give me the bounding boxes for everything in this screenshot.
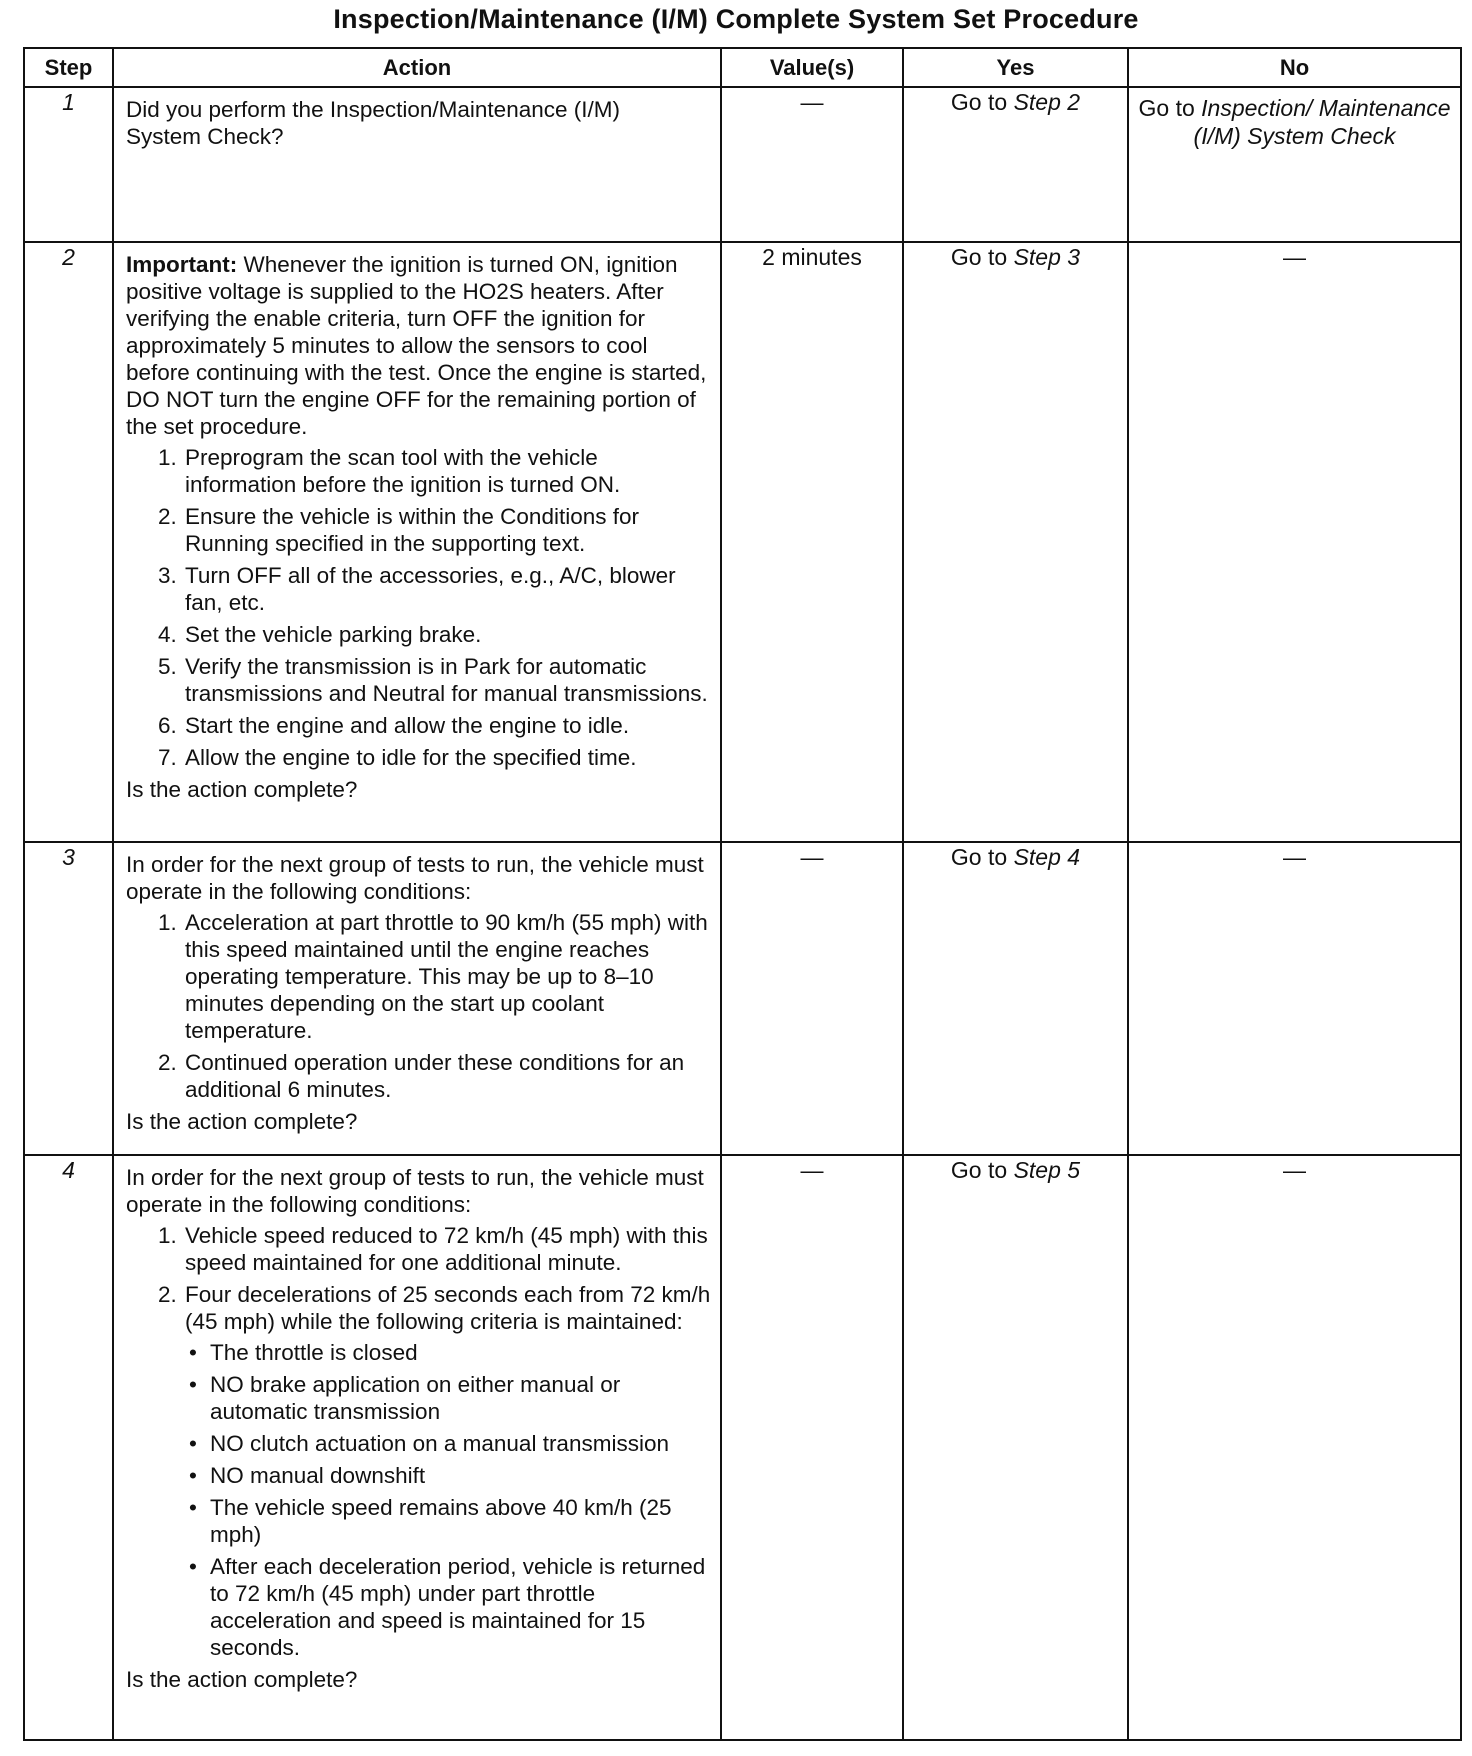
header-no: No	[1128, 48, 1461, 87]
table-row	[24, 1155, 1461, 1740]
step-list	[126, 909, 712, 1103]
go-to-label: Go to	[1138, 95, 1195, 121]
important-text: Whenever the ignition is turned ON, ignition positive voltage is supplied to the HO2S heaters. After verifying the enable criteria, turn OFF the ignition for approximately 5 minutes to allow the sensors to cool before continuing with the test. Once the engine is started, DO NOT turn the engine OFF for the remaining portion of the set procedure.	[126, 252, 707, 439]
page-title: Inspection/Maintenance (I/M) Complete System Set Procedure	[333, 4, 1139, 34]
value-cell: —	[721, 1155, 903, 1740]
yes-step-link[interactable]: Step 4	[1013, 844, 1081, 870]
action-cell	[113, 842, 721, 1155]
list-item: 2. Continued operation under these conditions for an additional 6 minutes.	[183, 1049, 712, 1103]
list-item: 2. Ensure the vehicle is within the Conditions for Running specified in the supporting text.	[183, 503, 712, 557]
value-cell: —	[721, 842, 903, 1155]
go-to-label: Go to	[950, 244, 1008, 270]
list-item: 5. Verify the transmission is in Park for automatic transmissions and Neutral for manual transmissions.	[183, 653, 712, 707]
table-row	[24, 242, 1461, 842]
step-number: 3	[24, 842, 113, 1155]
value-cell: 2 minutes	[721, 242, 903, 842]
bullet-item: • The throttle is closed	[208, 1339, 712, 1366]
question-text: Did you perform the Inspection/Maintenance (I/M) System Check?	[126, 97, 620, 149]
action-cell	[113, 242, 721, 842]
step-number: 1	[24, 87, 113, 242]
no-cell	[1128, 87, 1461, 242]
bullet-item: • NO clutch actuation on a manual transmission	[208, 1430, 712, 1457]
bullet-item: • NO manual downshift	[208, 1462, 712, 1489]
yes-cell	[903, 242, 1128, 842]
list-item: 3. Turn OFF all of the accessories, e.g., A/C, blower fan, etc.	[183, 562, 712, 616]
header-values: Value(s)	[721, 48, 903, 87]
list-item-text: Four decelerations of 25 seconds each from 72 km/h (45 mph) while the following criteria is maintained:	[185, 1282, 711, 1334]
go-to-label: Go to	[950, 844, 1008, 870]
list-item: 7. Allow the engine to idle for the specified time.	[183, 744, 712, 771]
header-yes: Yes	[903, 48, 1128, 87]
yes-step-link[interactable]: Step 2	[1013, 89, 1081, 115]
list-item: 1. Preprogram the scan tool with the vehicle information before the ignition is turned ON.	[183, 444, 712, 498]
step-list	[126, 1222, 712, 1661]
yes-step-link[interactable]: Step 5	[1013, 1157, 1081, 1183]
intro-text: In order for the next group of tests to run, the vehicle must operate in the following conditions:	[126, 852, 704, 904]
question-text: Is the action complete?	[126, 777, 358, 802]
yes-cell	[903, 842, 1128, 1155]
question-text: Is the action complete?	[126, 1667, 358, 1692]
important-label: Important:	[126, 252, 238, 277]
list-item	[183, 1281, 712, 1661]
step-list	[126, 444, 712, 771]
go-to-label: Go to	[950, 1157, 1008, 1183]
header-row	[24, 48, 1461, 87]
action-cell	[113, 1155, 721, 1740]
list-item: 6. Start the engine and allow the engine to idle.	[183, 712, 712, 739]
table-row	[24, 842, 1461, 1155]
list-item: 1. Acceleration at part throttle to 90 km/h (55 mph) with this speed maintained until the engine reaches operating temperature. This may be up to 8–10 minutes depending on the start up coolant temperature.	[183, 909, 712, 1044]
yes-cell	[903, 87, 1128, 242]
question-text: Is the action complete?	[126, 1109, 358, 1134]
list-item: 4. Set the vehicle parking brake.	[183, 621, 712, 648]
yes-cell	[903, 1155, 1128, 1740]
value-cell: —	[721, 87, 903, 242]
step-number: 4	[24, 1155, 113, 1740]
list-item: 1. Vehicle speed reduced to 72 km/h (45 mph) with this speed maintained for one additional minute.	[183, 1222, 712, 1276]
bullet-item: • After each deceleration period, vehicle is returned to 72 km/h (45 mph) under part throttle acceleration and speed is maintained for 15 seconds.	[208, 1553, 712, 1661]
bullet-item: • NO brake application on either manual or automatic transmission	[208, 1371, 712, 1425]
header-step: Step	[24, 48, 113, 87]
criteria-list	[185, 1339, 712, 1661]
intro-text: In order for the next group of tests to run, the vehicle must operate in the following conditions:	[126, 1165, 704, 1217]
no-cell: —	[1128, 1155, 1461, 1740]
table-row	[24, 87, 1461, 242]
step-number: 2	[24, 242, 113, 842]
no-target-link[interactable]: Inspection/ Maintenance (I/M) System Check	[1193, 95, 1451, 149]
no-cell: —	[1128, 842, 1461, 1155]
no-cell: —	[1128, 242, 1461, 842]
action-cell	[113, 87, 721, 242]
yes-step-link[interactable]: Step 3	[1013, 244, 1081, 270]
header-action: Action	[113, 48, 721, 87]
important-note	[126, 251, 712, 440]
procedure-table	[23, 47, 1462, 1741]
go-to-label: Go to	[950, 89, 1008, 115]
bullet-item: • The vehicle speed remains above 40 km/h (25 mph)	[208, 1494, 712, 1548]
